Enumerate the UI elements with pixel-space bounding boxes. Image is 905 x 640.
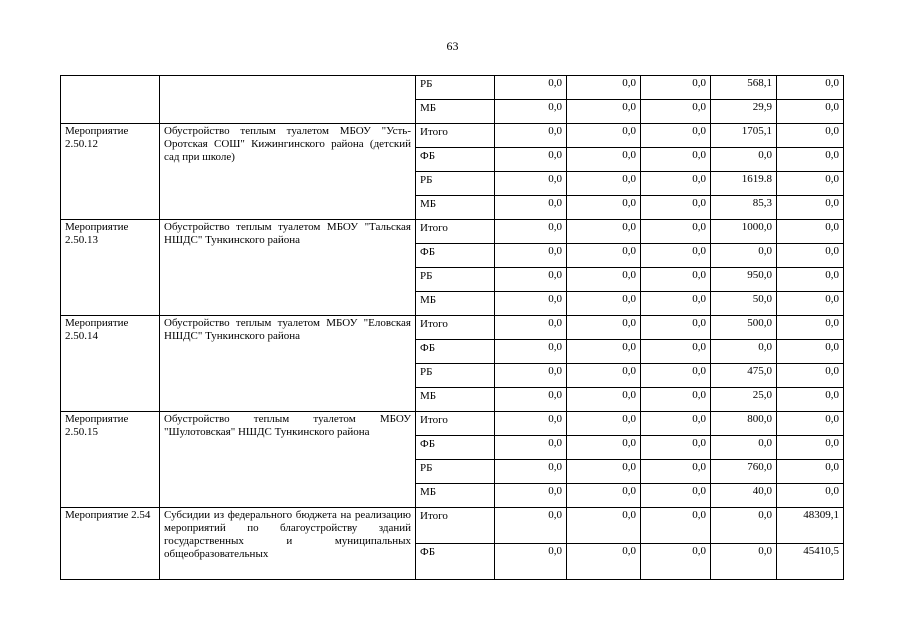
amount-cell: 0,0	[495, 388, 567, 412]
amount-cell: 0,0	[495, 484, 567, 508]
amount-cell: 0,0	[777, 196, 844, 220]
amount-cell: 48309,1	[777, 508, 844, 544]
amount-cell: 0,0	[567, 268, 641, 292]
funding-source-cell: Итого	[416, 412, 495, 436]
table-row	[61, 220, 844, 244]
amount-cell: 0,0	[567, 412, 641, 436]
amount-cell: 0,0	[641, 76, 711, 100]
activity-description-cell: Обустройство теплым туалетом МБОУ "Усть-Оротская СОШ" Кижингинского района (детский сад при школе)	[160, 124, 416, 220]
activity-description-cell: Обустройство теплым туалетом МБОУ "Еловская НШДС" Тункинского района	[160, 316, 416, 412]
funding-source-cell: МБ	[416, 484, 495, 508]
amount-cell: 0,0	[777, 292, 844, 316]
amount-cell: 0,0	[495, 412, 567, 436]
amount-cell: 0,0	[495, 100, 567, 124]
funding-source-cell: Итого	[416, 508, 495, 544]
amount-cell: 0,0	[777, 484, 844, 508]
amount-cell: 0,0	[567, 364, 641, 388]
funding-source-cell: ФБ	[416, 544, 495, 580]
amount-cell: 0,0	[495, 244, 567, 268]
amount-cell: 25,0	[711, 388, 777, 412]
amount-cell: 0,0	[567, 124, 641, 148]
funding-source-cell: РБ	[416, 460, 495, 484]
amount-cell: 800,0	[711, 412, 777, 436]
activity-description-cell: Субсидии из федерального бюджета на реализацию мероприятий по благоустройству зданий государственных и муниципальных общеобразовательных	[160, 508, 416, 580]
amount-cell: 0,0	[567, 316, 641, 340]
amount-cell: 0,0	[777, 244, 844, 268]
amount-cell: 0,0	[567, 460, 641, 484]
page-number: 63	[446, 39, 459, 53]
activity-description-cell: Обустройство теплым туалетом МБОУ "Шулотовская" НШДС Тункинского района	[160, 412, 416, 508]
amount-cell: 0,0	[495, 316, 567, 340]
table-row	[61, 76, 844, 100]
amount-cell: 0,0	[567, 76, 641, 100]
activity-description-cell	[160, 76, 416, 124]
amount-cell: 0,0	[641, 124, 711, 148]
amount-cell: 0,0	[495, 76, 567, 100]
amount-cell: 0,0	[641, 364, 711, 388]
amount-cell: 0,0	[567, 220, 641, 244]
amount-cell: 40,0	[711, 484, 777, 508]
amount-cell: 29,9	[711, 100, 777, 124]
amount-cell: 760,0	[711, 460, 777, 484]
amount-cell: 0,0	[777, 316, 844, 340]
funding-source-cell: ФБ	[416, 148, 495, 172]
amount-cell: 475,0	[711, 364, 777, 388]
amount-cell: 0,0	[567, 340, 641, 364]
budget-table	[60, 75, 844, 580]
amount-cell: 0,0	[495, 364, 567, 388]
funding-source-cell: ФБ	[416, 340, 495, 364]
amount-cell: 0,0	[777, 340, 844, 364]
amount-cell: 1705,1	[711, 124, 777, 148]
amount-cell: 0,0	[641, 268, 711, 292]
amount-cell: 0,0	[567, 544, 641, 580]
funding-source-cell: МБ	[416, 388, 495, 412]
table-row	[61, 124, 844, 148]
funding-source-cell: МБ	[416, 196, 495, 220]
table-row	[61, 316, 844, 340]
amount-cell: 0,0	[777, 436, 844, 460]
amount-cell: 500,0	[711, 316, 777, 340]
amount-cell: 0,0	[641, 100, 711, 124]
amount-cell: 0,0	[495, 436, 567, 460]
amount-cell: 0,0	[777, 412, 844, 436]
amount-cell: 0,0	[777, 76, 844, 100]
funding-source-cell: ФБ	[416, 436, 495, 460]
amount-cell: 0,0	[495, 172, 567, 196]
amount-cell: 568,1	[711, 76, 777, 100]
amount-cell: 0,0	[777, 364, 844, 388]
table-body	[61, 76, 844, 580]
amount-cell: 0,0	[495, 124, 567, 148]
amount-cell: 0,0	[641, 292, 711, 316]
amount-cell: 0,0	[641, 508, 711, 544]
amount-cell: 0,0	[641, 196, 711, 220]
amount-cell: 0,0	[495, 460, 567, 484]
amount-cell: 0,0	[495, 544, 567, 580]
table-row	[61, 412, 844, 436]
amount-cell: 0,0	[567, 388, 641, 412]
amount-cell: 0,0	[495, 148, 567, 172]
amount-cell: 0,0	[567, 100, 641, 124]
amount-cell: 0,0	[495, 220, 567, 244]
amount-cell: 45410,5	[777, 544, 844, 580]
amount-cell: 0,0	[777, 124, 844, 148]
activity-name-cell: Мероприятие 2.50.14	[61, 316, 160, 412]
amount-cell: 0,0	[567, 148, 641, 172]
amount-cell: 0,0	[777, 460, 844, 484]
amount-cell: 0,0	[567, 244, 641, 268]
funding-source-cell: Итого	[416, 316, 495, 340]
funding-source-cell: Итого	[416, 124, 495, 148]
amount-cell: 0,0	[567, 436, 641, 460]
activity-description-cell: Обустройство теплым туалетом МБОУ "Тальская НШДС" Тункинского района	[160, 220, 416, 316]
amount-cell: 0,0	[711, 508, 777, 544]
funding-source-cell: ФБ	[416, 244, 495, 268]
amount-cell: 0,0	[641, 220, 711, 244]
amount-cell: 0,0	[777, 268, 844, 292]
amount-cell: 1619.8	[711, 172, 777, 196]
funding-source-cell: МБ	[416, 100, 495, 124]
amount-cell: 0,0	[495, 268, 567, 292]
amount-cell: 0,0	[495, 340, 567, 364]
activity-name-cell: Мероприятие 2.50.12	[61, 124, 160, 220]
funding-source-cell: РБ	[416, 364, 495, 388]
amount-cell: 0,0	[641, 460, 711, 484]
amount-cell: 0,0	[641, 436, 711, 460]
amount-cell: 0,0	[641, 340, 711, 364]
funding-source-cell: РБ	[416, 268, 495, 292]
funding-source-cell: РБ	[416, 76, 495, 100]
amount-cell: 0,0	[777, 388, 844, 412]
amount-cell: 0,0	[777, 172, 844, 196]
amount-cell: 1000,0	[711, 220, 777, 244]
amount-cell: 0,0	[641, 412, 711, 436]
funding-source-cell: МБ	[416, 292, 495, 316]
amount-cell: 85,3	[711, 196, 777, 220]
amount-cell: 0,0	[567, 292, 641, 316]
amount-cell: 0,0	[641, 544, 711, 580]
amount-cell: 0,0	[711, 544, 777, 580]
amount-cell: 0,0	[641, 148, 711, 172]
table-row	[61, 508, 844, 544]
funding-source-cell: РБ	[416, 172, 495, 196]
amount-cell: 0,0	[495, 292, 567, 316]
activity-name-cell	[61, 76, 160, 124]
activity-name-cell: Мероприятие 2.50.15	[61, 412, 160, 508]
funding-source-cell: Итого	[416, 220, 495, 244]
amount-cell: 0,0	[777, 100, 844, 124]
amount-cell: 0,0	[777, 220, 844, 244]
amount-cell: 0,0	[711, 436, 777, 460]
activity-name-cell: Мероприятие 2.54	[61, 508, 160, 580]
amount-cell: 950,0	[711, 268, 777, 292]
amount-cell: 0,0	[711, 148, 777, 172]
amount-cell: 0,0	[641, 388, 711, 412]
amount-cell: 0,0	[567, 172, 641, 196]
amount-cell: 0,0	[641, 172, 711, 196]
amount-cell: 0,0	[777, 148, 844, 172]
amount-cell: 0,0	[641, 316, 711, 340]
amount-cell: 0,0	[567, 196, 641, 220]
amount-cell: 0,0	[641, 244, 711, 268]
amount-cell: 0,0	[495, 508, 567, 544]
amount-cell: 0,0	[711, 340, 777, 364]
amount-cell: 0,0	[567, 508, 641, 544]
amount-cell: 0,0	[641, 484, 711, 508]
amount-cell: 0,0	[567, 484, 641, 508]
amount-cell: 0,0	[495, 196, 567, 220]
activity-name-cell: Мероприятие 2.50.13	[61, 220, 160, 316]
amount-cell: 0,0	[711, 244, 777, 268]
amount-cell: 50,0	[711, 292, 777, 316]
